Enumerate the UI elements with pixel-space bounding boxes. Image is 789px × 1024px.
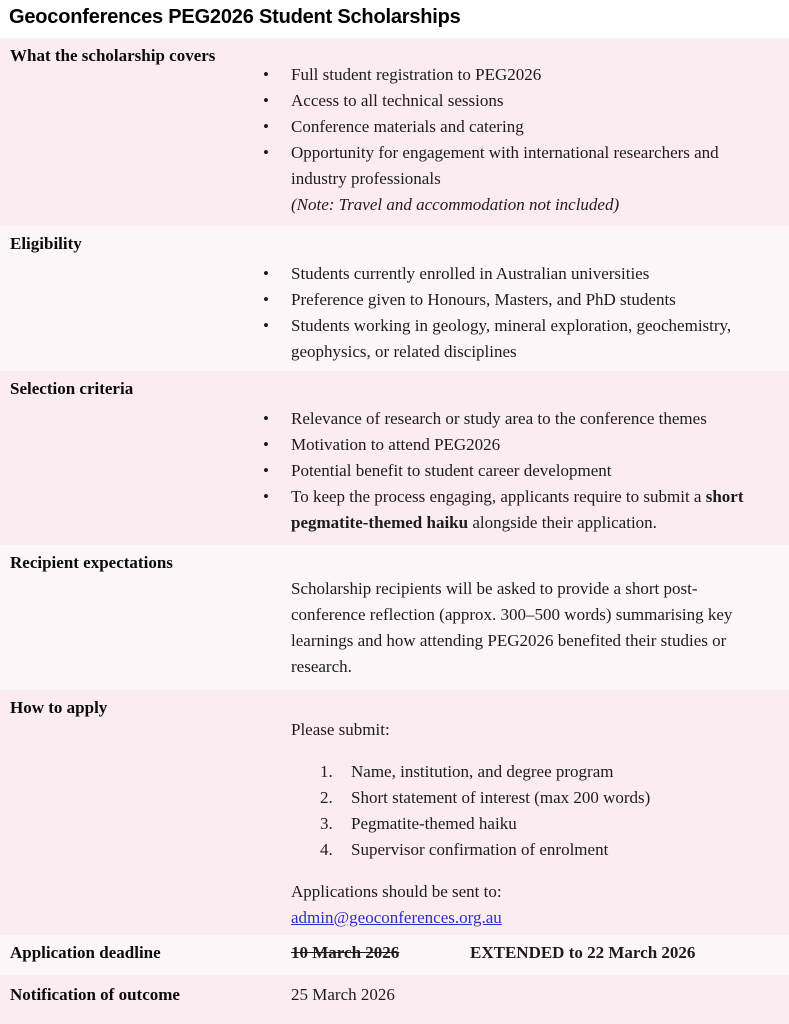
bullet-text: • Access to all technical sessions <box>291 91 504 110</box>
list-item <box>263 313 765 365</box>
list-item <box>263 140 765 192</box>
numbered-text: Pegmatite-themed haiku <box>351 814 517 833</box>
bullet-text: • Students working in geology, mineral exploration, geochemistry, geophysics, or related disciplines <box>291 316 732 361</box>
list-item <box>320 837 765 863</box>
numbered-text: Supervisor confirmation of enrolment <box>351 840 609 859</box>
row-content-expectations <box>250 545 789 690</box>
row-recipient-expectations <box>0 545 789 690</box>
criteria-bullet-list <box>250 406 765 536</box>
spacer <box>250 743 765 759</box>
row-content-deadline <box>250 935 789 975</box>
row-header-deadline: Application deadline <box>10 943 161 962</box>
row-notification-outcome <box>0 975 789 1024</box>
row-content-apply <box>250 690 789 935</box>
apply-email-line <box>291 905 765 931</box>
haiku-post: alongside their application. <box>468 513 657 532</box>
row-application-deadline <box>0 935 789 975</box>
haiku-bullet-text <box>291 484 765 536</box>
list-item <box>263 458 765 484</box>
bullet-text: • Students currently enrolled in Australian universities <box>291 264 650 283</box>
travel-note: (Note: Travel and accommodation not included) <box>291 195 620 214</box>
covers-bullet-list <box>250 62 765 192</box>
outcome-date: 25 March 2026 <box>291 985 395 1004</box>
scholarship-table <box>0 38 789 1024</box>
apply-numbered-list <box>250 759 765 863</box>
apply-intro: Please submit: <box>291 720 390 739</box>
row-content-criteria <box>250 371 789 545</box>
list-item <box>263 62 765 88</box>
eligibility-bullet-list <box>250 261 765 365</box>
old-deadline-date: 10 March 2026 <box>291 943 400 962</box>
bullet-text: • Full student registration to PEG2026 <box>291 65 542 84</box>
list-item <box>263 484 765 536</box>
list-item <box>263 114 765 140</box>
row-header-eligibility: Eligibility <box>10 234 82 253</box>
row-header-apply: How to apply <box>10 698 108 717</box>
list-item <box>263 287 765 313</box>
expectations-paragraph: Scholarship recipients will be asked to provide a short post-conference reflection (approx. 300–500 words) summarising key learnings and how attending PEG2026 benefited their studies or research. <box>291 579 733 676</box>
list-item <box>263 432 765 458</box>
list-item <box>320 759 765 785</box>
bullet-text: • Opportunity for engagement with international researchers and industry professionals <box>291 143 719 188</box>
row-selection-criteria <box>0 371 789 545</box>
bullet-text: • Conference materials and catering <box>291 117 524 136</box>
old-deadline-wrap <box>291 940 470 966</box>
deadline-line <box>291 940 765 966</box>
apply-outro: Applications should be sent to: <box>291 882 502 901</box>
bullet-text: • Potential benefit to student career development <box>291 461 612 480</box>
numbered-text: Short statement of interest (max 200 words) <box>351 788 651 807</box>
row-content-eligibility <box>250 226 789 371</box>
email-link[interactable]: admin@geoconferences.org.au <box>291 908 502 927</box>
row-how-to-apply <box>0 690 789 935</box>
page-title: Geoconferences PEG2026 Student Scholarships <box>9 6 461 28</box>
list-item <box>320 785 765 811</box>
spacer <box>250 863 765 879</box>
haiku-bold: short pegmatite-themed haiku <box>291 487 744 532</box>
bullet-text: • Relevance of research or study area to the conference themes <box>291 409 707 428</box>
row-header-criteria: Selection criteria <box>10 379 134 398</box>
row-scholarship-covers <box>0 38 789 226</box>
extended-deadline: EXTENDED to 22 March 2026 <box>470 943 696 962</box>
bullet-text: • Preference given to Honours, Masters, and PhD students <box>291 290 676 309</box>
row-header-outcome: Notification of outcome <box>10 985 180 1004</box>
row-header-covers: What the scholarship covers <box>10 46 216 65</box>
row-content-outcome <box>250 975 789 1024</box>
list-item <box>263 88 765 114</box>
list-item <box>320 811 765 837</box>
numbered-text: Name, institution, and degree program <box>351 762 614 781</box>
row-content-covers <box>250 38 789 226</box>
haiku-pre: To keep the process engaging, applicants require to submit a <box>291 487 706 506</box>
row-header-expectations: Recipient expectations <box>10 553 173 572</box>
list-item <box>263 261 765 287</box>
bullet-text: • Motivation to attend PEG2026 <box>291 435 501 454</box>
list-item <box>263 406 765 432</box>
row-eligibility <box>0 226 789 371</box>
